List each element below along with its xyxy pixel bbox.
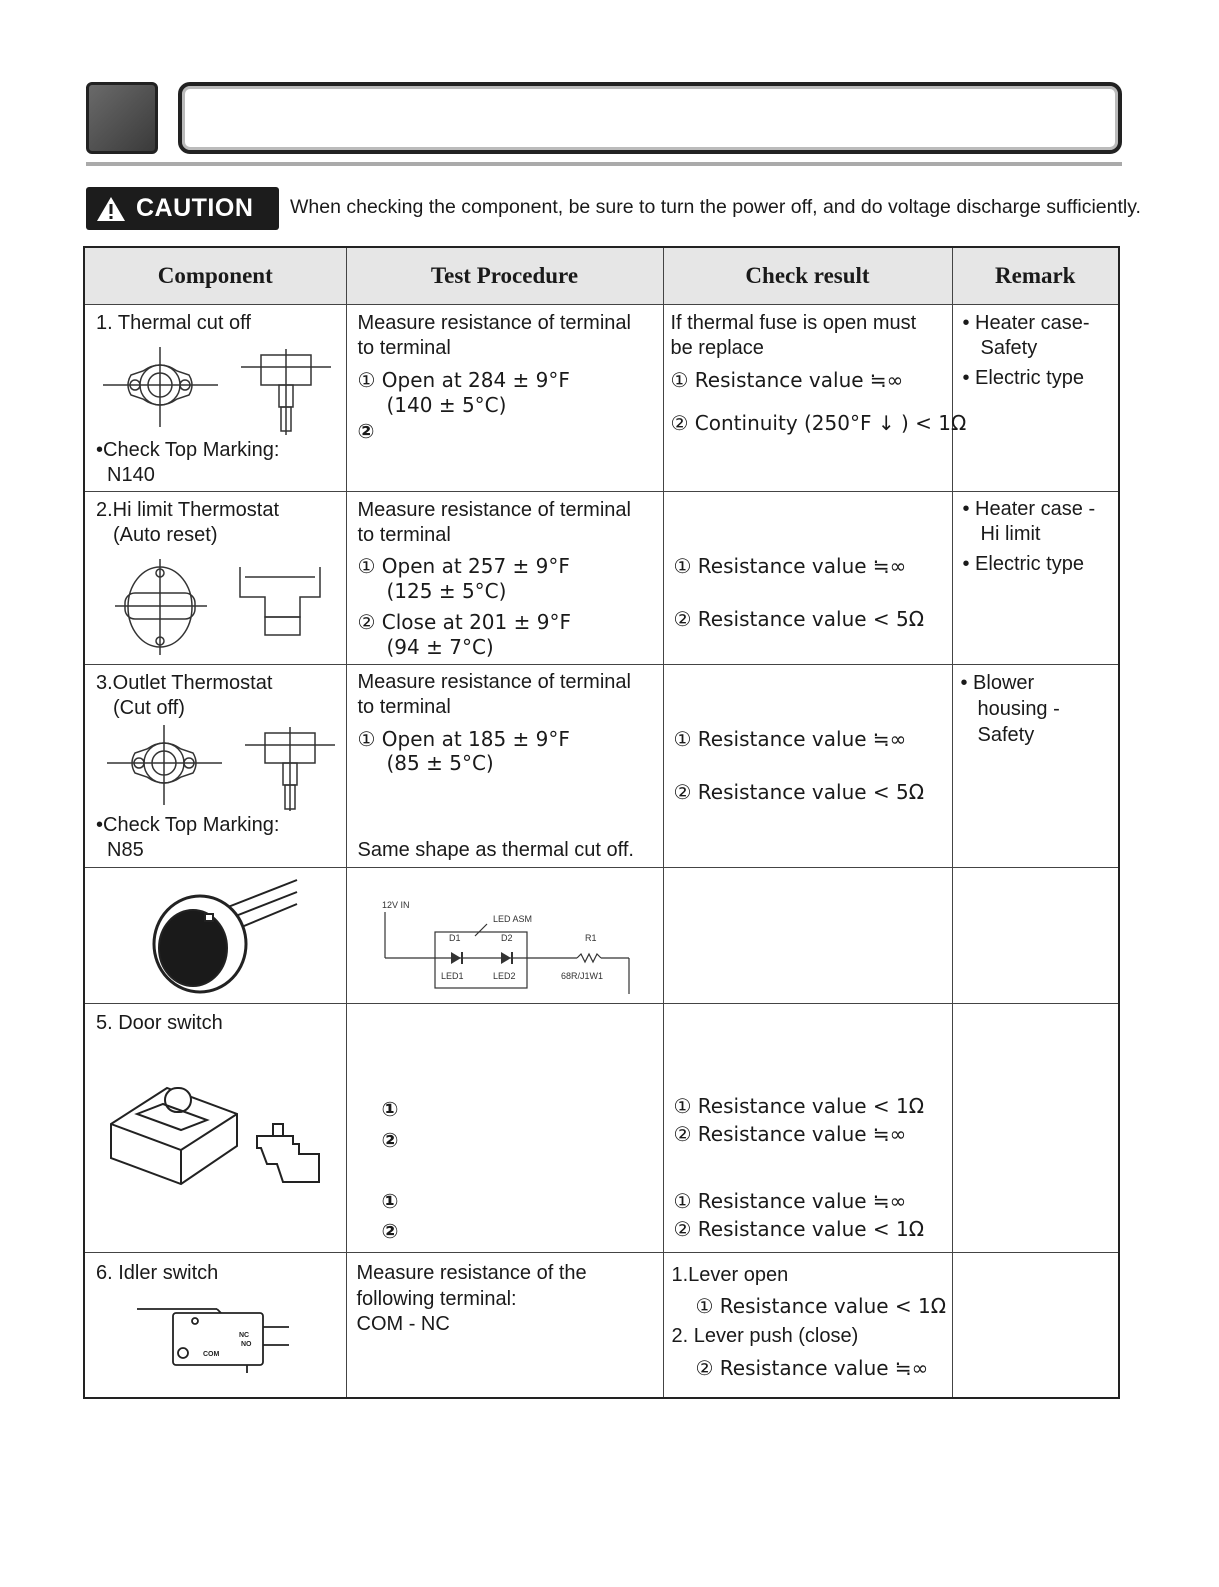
circuit-label-r1: R1 <box>584 933 597 943</box>
result-line: ② Resistance value ≒∞ <box>695 1356 929 1380</box>
component-title: 2.Hi limit Thermostat <box>96 499 280 521</box>
remark-line: • Heater case- <box>962 312 1090 334</box>
header-check-result: Check result <box>663 247 952 305</box>
caution-text: When checking the component, be sure to turn the power off, and do voltage discharge sufficiently. <box>290 196 1141 218</box>
result-line: ② Resistance value < 5Ω <box>673 607 925 631</box>
procedure-cell <box>346 492 663 665</box>
component-title: 6. Idler switch <box>96 1262 219 1284</box>
component-cell <box>84 492 346 665</box>
component-cell <box>84 1253 346 1399</box>
remark-cell <box>952 868 1119 1004</box>
procedure-line: to terminal <box>357 337 451 359</box>
procedure-line: ① <box>381 1189 399 1213</box>
header-remark: Remark <box>952 247 1119 305</box>
component-subtitle: (Auto reset) <box>113 524 218 546</box>
result-cell <box>663 492 952 665</box>
result-line: ② Resistance value ≒∞ <box>673 1122 907 1146</box>
remark-line: Safety <box>977 724 1035 746</box>
result-line: If thermal fuse is open must <box>670 312 917 334</box>
procedure-cell <box>346 1004 663 1253</box>
caution-badge <box>86 187 279 230</box>
procedure-line: ① Open at 284 ± 9°F <box>357 368 570 392</box>
remark-line: • Electric type <box>962 367 1084 389</box>
table-row <box>84 868 1119 1004</box>
procedure-line: Measure resistance of terminal <box>357 499 631 521</box>
led-lamp-illustration <box>145 876 305 996</box>
section-number-box <box>86 82 158 154</box>
procedure-line: ① Open at 257 ± 9°F <box>357 554 570 578</box>
circuit-label-d2: D2 <box>500 933 513 943</box>
thermal-cutoff-illustration <box>103 347 333 437</box>
result-line: ② Resistance value < 5Ω <box>673 780 925 804</box>
circuit-label-12v-in: 12V IN <box>381 900 410 910</box>
result-line: ① Resistance value ≒∞ <box>673 1189 907 1213</box>
component-marking: N85 <box>107 839 144 861</box>
procedure-line: ② <box>357 419 375 443</box>
component-title: 1. Thermal cut off <box>96 312 251 334</box>
result-line: 2. Lever push (close) <box>671 1325 859 1347</box>
result-line: be replace <box>670 337 764 359</box>
remark-cell <box>952 665 1119 868</box>
table-row <box>84 305 1119 492</box>
procedure-line: to terminal <box>357 696 451 718</box>
component-cell <box>84 665 346 868</box>
outlet-thermostat-illustration <box>107 725 337 813</box>
header-test-procedure: Test Procedure <box>346 247 663 305</box>
result-cell <box>663 665 952 868</box>
result-line: ① Resistance value ≒∞ <box>670 368 904 392</box>
component-test-table <box>83 246 1120 1399</box>
component-title: 5. Door switch <box>96 1012 223 1034</box>
procedure-cell <box>346 665 663 868</box>
result-line: 1.Lever open <box>671 1264 789 1286</box>
component-cell <box>84 305 346 492</box>
procedure-line: Measure resistance of the <box>356 1262 587 1284</box>
door-switch-illustration <box>107 1074 332 1194</box>
component-subtitle: (Cut off) <box>113 697 185 719</box>
remark-cell <box>952 305 1119 492</box>
header-rule <box>86 162 1122 166</box>
result-cell <box>663 868 952 1004</box>
switch-label-nc: NC <box>239 1332 250 1339</box>
switch-label-no: NO <box>241 1341 252 1348</box>
caution-label: CAUTION <box>136 194 254 222</box>
result-cell <box>663 1253 952 1399</box>
procedure-line: Measure resistance of terminal <box>357 671 631 693</box>
procedure-line: COM - NC <box>356 1313 450 1335</box>
circuit-label-resistor-value: 68R/J1W1 <box>560 971 603 981</box>
procedure-line: Measure resistance of terminal <box>357 312 631 334</box>
remark-line: Safety <box>980 337 1038 359</box>
circuit-label-led-asm: LED ASM <box>492 914 532 924</box>
table-row <box>84 492 1119 665</box>
switch-label-com: COM <box>203 1351 220 1358</box>
circuit-label-led1: LED1 <box>440 971 464 981</box>
circuit-label-led2: LED2 <box>492 971 516 981</box>
procedure-line: (140 ± 5°C) <box>386 393 507 417</box>
procedure-line: ② <box>381 1128 399 1152</box>
result-line: ① Resistance value ≒∞ <box>673 727 907 751</box>
result-line: ① Resistance value ≒∞ <box>673 554 907 578</box>
remark-cell <box>952 492 1119 665</box>
header-component: Component <box>84 247 346 305</box>
component-title: 3.Outlet Thermostat <box>96 672 273 694</box>
component-cell <box>84 868 346 1004</box>
remark-line: housing - <box>977 698 1060 720</box>
result-line: ② Continuity (250°F ↓ ) < 1Ω <box>670 411 967 435</box>
procedure-line: (125 ± 5°C) <box>386 579 507 603</box>
result-cell <box>663 305 967 492</box>
procedure-line: to terminal <box>357 524 451 546</box>
warning-icon <box>96 196 126 222</box>
procedure-cell <box>346 868 663 1004</box>
result-line: ② Resistance value < 1Ω <box>673 1217 925 1241</box>
component-cell <box>84 1004 346 1253</box>
table-row <box>84 1253 1119 1399</box>
result-cell <box>663 1004 952 1253</box>
result-line: ① Resistance value < 1Ω <box>673 1094 925 1118</box>
table-row <box>84 1004 1119 1253</box>
component-note: •Check Top Marking: <box>96 814 280 836</box>
procedure-line: ① <box>381 1097 399 1121</box>
procedure-line: ② <box>381 1219 399 1243</box>
procedure-line: ② Close at 201 ± 9°F <box>357 610 571 634</box>
procedure-cell <box>346 1253 663 1399</box>
circuit-label-d1: D1 <box>448 933 461 943</box>
remark-cell <box>952 1253 1119 1399</box>
remark-line: Hi limit <box>980 523 1041 545</box>
component-note: •Check Top Marking: <box>96 439 280 461</box>
procedure-line: (85 ± 5°C) <box>386 751 494 775</box>
idler-switch-illustration <box>137 1303 297 1373</box>
component-marking: N140 <box>107 464 155 486</box>
hi-limit-thermostat-illustration <box>115 557 330 657</box>
led-circuit-diagram <box>377 896 647 996</box>
remark-line: • Heater case - <box>962 498 1096 520</box>
table-header-row <box>84 247 1119 305</box>
procedure-line: following terminal: <box>356 1288 517 1310</box>
procedure-line: (94 ± 7°C) <box>386 635 494 659</box>
result-line: ① Resistance value < 1Ω <box>695 1294 947 1318</box>
table-row <box>84 665 1119 868</box>
remark-line: • Blower <box>960 672 1035 694</box>
section-title-bar <box>178 82 1122 154</box>
procedure-cell <box>346 305 663 492</box>
procedure-line: ① Open at 185 ± 9°F <box>357 727 570 751</box>
remark-line: • Electric type <box>962 553 1084 575</box>
remark-cell <box>952 1004 1119 1253</box>
procedure-line: Same shape as thermal cut off. <box>357 839 634 861</box>
